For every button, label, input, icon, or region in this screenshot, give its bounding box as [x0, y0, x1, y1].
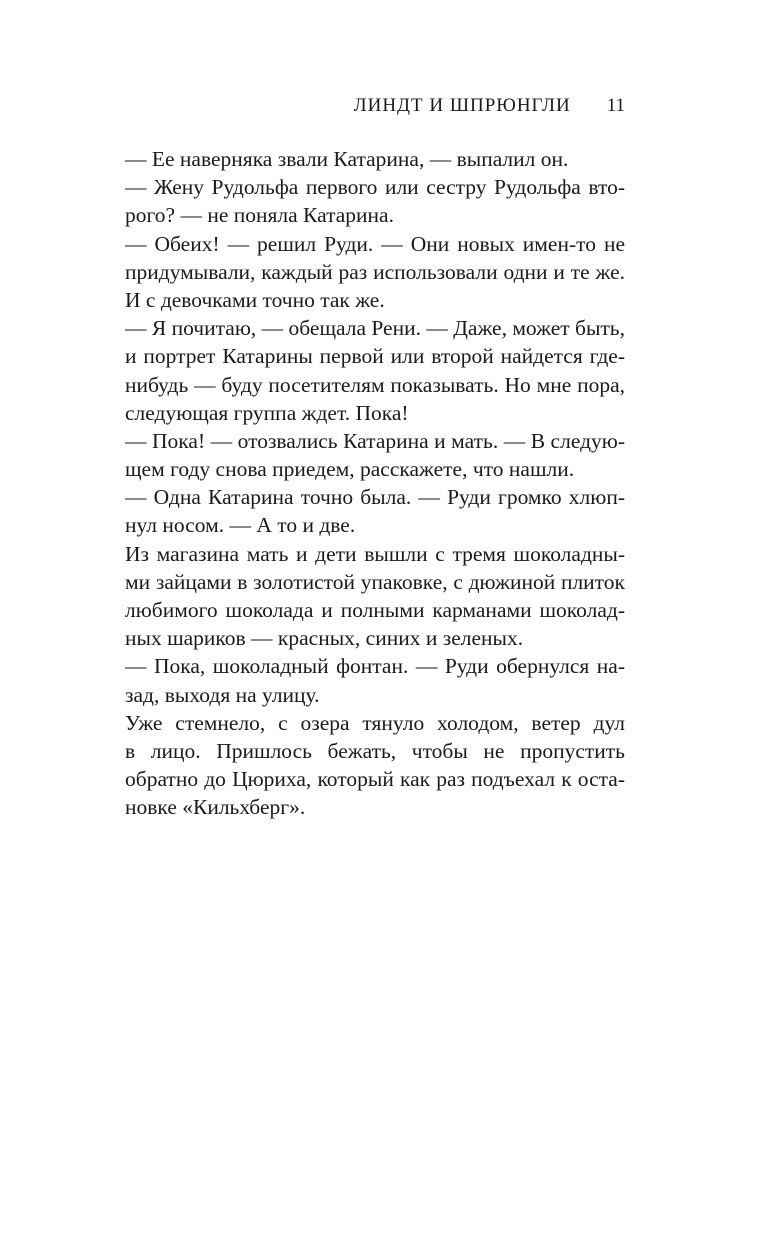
text-line: И с девочками точно так же. — [125, 287, 385, 312]
text-line: Из магазина мать и дети вышли с тремя шоколадны- — [125, 541, 625, 566]
text-line: ми зайцами в золотистой упаковке, с дюжиной плиток — [125, 569, 625, 594]
text-line: — Жену Рудольфа первого или сестру Рудольфа вто- — [125, 175, 625, 200]
body-text — [125, 145, 625, 822]
text-line: любимого шоколада и полными карманами шоколад- — [125, 598, 625, 622]
text-line: — Одна Катарина точно была. — Руди громко хлюп- — [125, 485, 625, 510]
text-line: — Обеих! — решил Руди. — Они новых имен-то не — [125, 231, 625, 256]
text-line: рого? — не поняла Катарина. — [125, 203, 394, 228]
text-line: в лицо. Пришлось бежать, чтобы не пропустить — [125, 738, 625, 763]
text-line: новке «Кильхберг». — [125, 795, 306, 820]
text-line: — Пока, шоколадный фонтан. — Руди обернулся на- — [125, 654, 625, 679]
text-line: — Я почитаю, — обещала Рени. — Даже, может быть, — [125, 316, 625, 341]
text-line: зад, выходя на улицу. — [125, 682, 320, 707]
text-line: и портрет Катарины первой или второй найдется где- — [125, 344, 625, 369]
text-line: — Ее наверняка звали Катарина, — выпалил он. — [125, 147, 569, 171]
text-line: — Пока! — отозвались Катарина и мать. — В следую- — [125, 428, 625, 453]
running-title: ЛИНДТ И ШПРЮНГЛИ — [353, 95, 571, 116]
text-line: обратно до Цюриха, который как раз подъехал к оста- — [125, 767, 625, 792]
text-line: придумывали, каждый раз использовали одни и те же. — [125, 259, 625, 284]
running-header — [125, 95, 625, 121]
text-line: Уже стемнело, с озера тянуло холодом, ветер дул — [125, 710, 625, 735]
text-line: ных шариков — красных, синих и зеленых. — [125, 626, 524, 651]
text-line: нибудь — буду посетителям показывать. Но мне пора, — [125, 372, 625, 397]
text-line: щем году снова приедем, расскажете, что нашли. — [125, 457, 575, 482]
text-line: нул носом. — А то и две. — [125, 513, 356, 538]
page-number: 11 — [606, 95, 625, 116]
text-line: следующая группа ждет. Пока! — [125, 400, 409, 425]
